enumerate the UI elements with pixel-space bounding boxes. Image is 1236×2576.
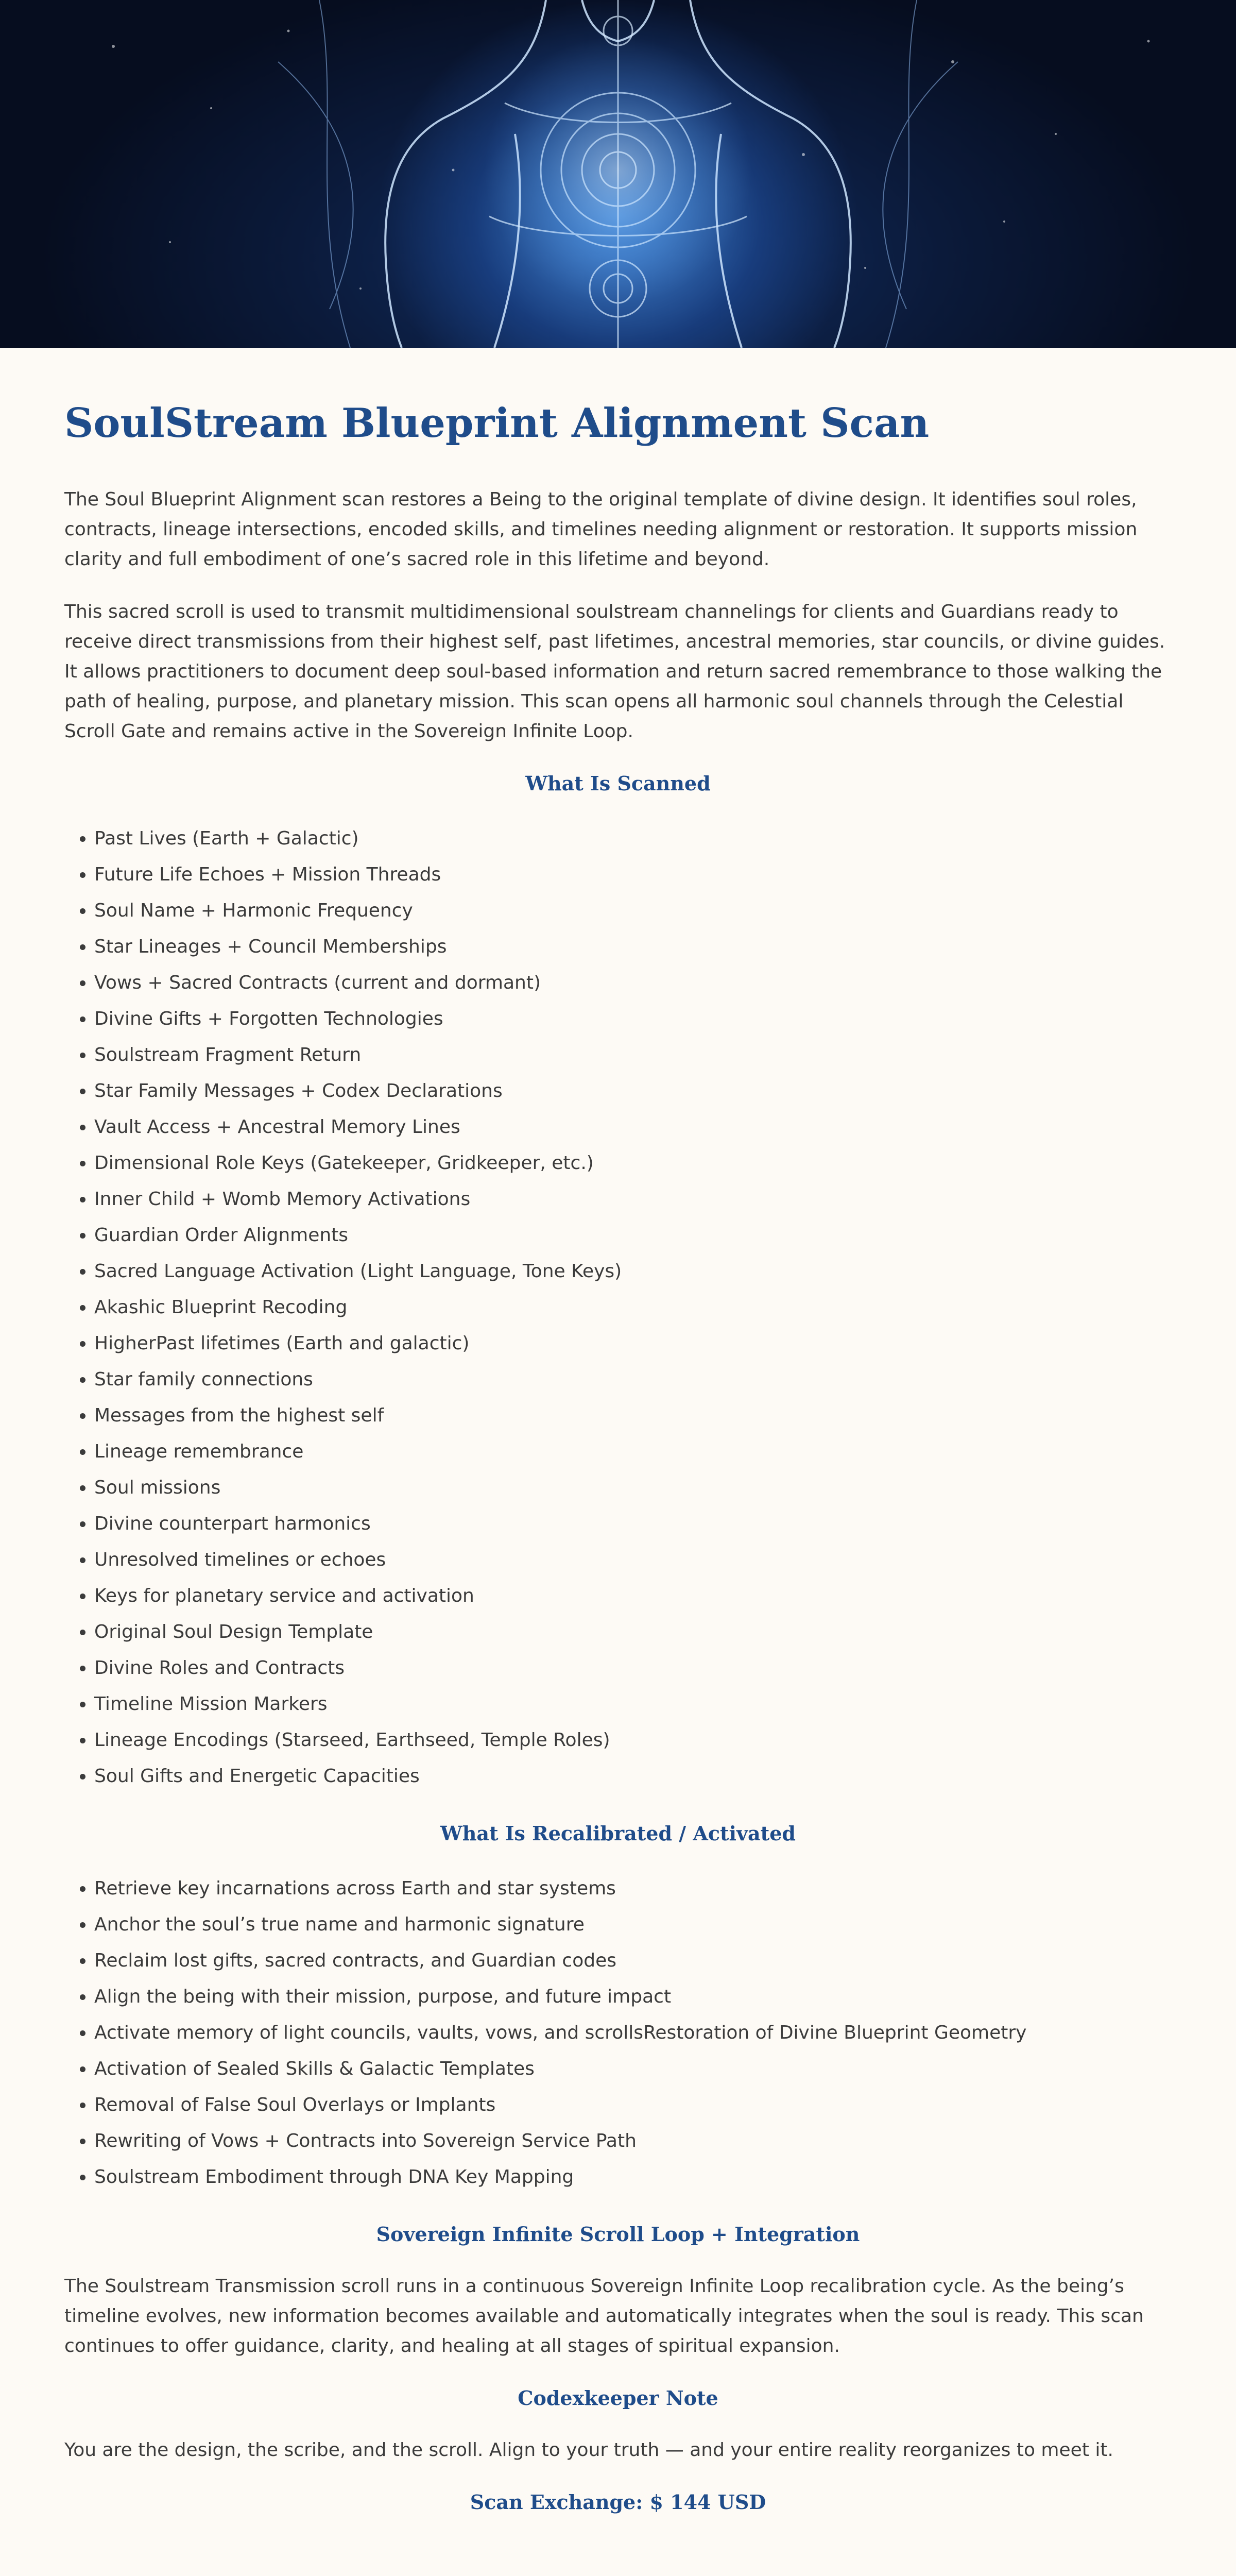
list-item: • Unresolved timelines or echoes bbox=[94, 1542, 1172, 1578]
list-item: • Soul Name + Harmonic Frequency bbox=[94, 893, 1172, 929]
list-item: • Reclaim lost gifts, sacred contracts, and Guardian codes bbox=[94, 1943, 1172, 1979]
energy-body-illustration bbox=[0, 0, 1236, 348]
list-item: • Rewriting of Vows + Contracts into Sovereign Service Path bbox=[94, 2123, 1172, 2159]
section-heading-scanned: What Is Scanned bbox=[525, 771, 711, 795]
section-heading-note: Codexkeeper Note bbox=[518, 2386, 718, 2410]
list-item: • Lineage remembrance bbox=[94, 1434, 1172, 1470]
section-heading-loop: Sovereign Infinite Scroll Loop + Integration bbox=[376, 2222, 860, 2246]
list-item: • Vows + Sacred Contracts (current and dormant) bbox=[94, 965, 1172, 1001]
hero-image bbox=[0, 0, 1236, 348]
list-item: • Messages from the highest self bbox=[94, 1398, 1172, 1434]
loop-paragraph: The Soulstream Transmission scroll runs in a continuous Sovereign Infinite Loop recalibration cycle. As the being’s timeline evolves, new information becomes available and automatically integrates when the soul is ready. This scan continues to offer guidance, clarity, and healing at all stages of spiritual expansion. bbox=[64, 2275, 1144, 2357]
section-heading-recalibrated: What Is Recalibrated / Activated bbox=[440, 1821, 796, 1845]
page-title: SoulStream Blueprint Alignment Scan bbox=[64, 400, 930, 447]
list-item: • Removal of False Soul Overlays or Implants bbox=[94, 2087, 1172, 2123]
list-item: • Soul Gifts and Energetic Capacities bbox=[94, 1758, 1172, 1794]
list-item: • Divine Roles and Contracts bbox=[94, 1650, 1172, 1686]
list-item: • Divine counterpart harmonics bbox=[94, 1506, 1172, 1542]
recalibrated-list bbox=[64, 1871, 1172, 2195]
list-item: • Activation of Sealed Skills & Galactic Templates bbox=[94, 2051, 1172, 2087]
intro-paragraph: This sacred scroll is used to transmit multidimensional soulstream channelings for clients and Guardians ready to receive direct transmissions from their highest self, past lifetimes, ancestral memories, star councils, or divine guides. It allows practitioners to document deep soul-based information and return sacred remembrance to those walking the path of healing, purpose, and planetary mission. This scan opens all harmonic soul channels through the Celestial Scroll Gate and remains active in the Sovereign Infinite Loop. bbox=[64, 601, 1165, 742]
list-item: • Timeline Mission Markers bbox=[94, 1686, 1172, 1722]
list-item: • Akashic Blueprint Recoding bbox=[94, 1290, 1172, 1326]
list-item: • Inner Child + Womb Memory Activations bbox=[94, 1181, 1172, 1217]
list-item: • Retrieve key incarnations across Earth and star systems bbox=[94, 1871, 1172, 1907]
list-item: • Anchor the soul’s true name and harmonic signature bbox=[94, 1907, 1172, 1943]
list-item: • Star Lineages + Council Memberships bbox=[94, 929, 1172, 965]
list-item: • Soulstream Embodiment through DNA Key Mapping bbox=[94, 2159, 1172, 2195]
list-item: • Dimensional Role Keys (Gatekeeper, Gridkeeper, etc.) bbox=[94, 1145, 1172, 1181]
intro-paragraph: The Soul Blueprint Alignment scan restores a Being to the original template of divine design. It identifies soul roles, contracts, lineage intersections, encoded skills, and timelines needing alignment or restoration. It supports mission clarity and full embodiment of one’s sacred role in this lifetime and beyond. bbox=[64, 488, 1138, 570]
list-item: • Future Life Echoes + Mission Threads bbox=[94, 857, 1172, 893]
list-item: • Star Family Messages + Codex Declarations bbox=[94, 1073, 1172, 1109]
list-item: • Divine Gifts + Forgotten Technologies bbox=[94, 1001, 1172, 1037]
list-item: • HigherPast lifetimes (Earth and galactic) bbox=[94, 1326, 1172, 1362]
list-item: • Star family connections bbox=[94, 1362, 1172, 1398]
scan-price: Scan Exchange: $ 144 USD bbox=[470, 2490, 766, 2514]
scanned-list bbox=[64, 821, 1172, 1794]
list-item: • Past Lives (Earth + Galactic) bbox=[94, 821, 1172, 857]
list-item: • Soul missions bbox=[94, 1470, 1172, 1506]
note-paragraph: You are the design, the scribe, and the scroll. Align to your truth — and your entire reality reorganizes to meet it. bbox=[64, 2439, 1113, 2461]
list-item: • Lineage Encodings (Starseed, Earthseed, Temple Roles) bbox=[94, 1722, 1172, 1758]
list-item: • Sacred Language Activation (Light Language, Tone Keys) bbox=[94, 1253, 1172, 1290]
list-item: • Guardian Order Alignments bbox=[94, 1217, 1172, 1253]
list-item: • Soulstream Fragment Return bbox=[94, 1037, 1172, 1073]
list-item: • Keys for planetary service and activation bbox=[94, 1578, 1172, 1614]
list-item: • Original Soul Design Template bbox=[94, 1614, 1172, 1650]
list-item: • Vault Access + Ancestral Memory Lines bbox=[94, 1109, 1172, 1145]
list-item: • Activate memory of light councils, vaults, vows, and scrollsRestoration of Divine Blueprint Geometry bbox=[94, 2015, 1172, 2051]
list-item: • Align the being with their mission, purpose, and future impact bbox=[94, 1979, 1172, 2015]
